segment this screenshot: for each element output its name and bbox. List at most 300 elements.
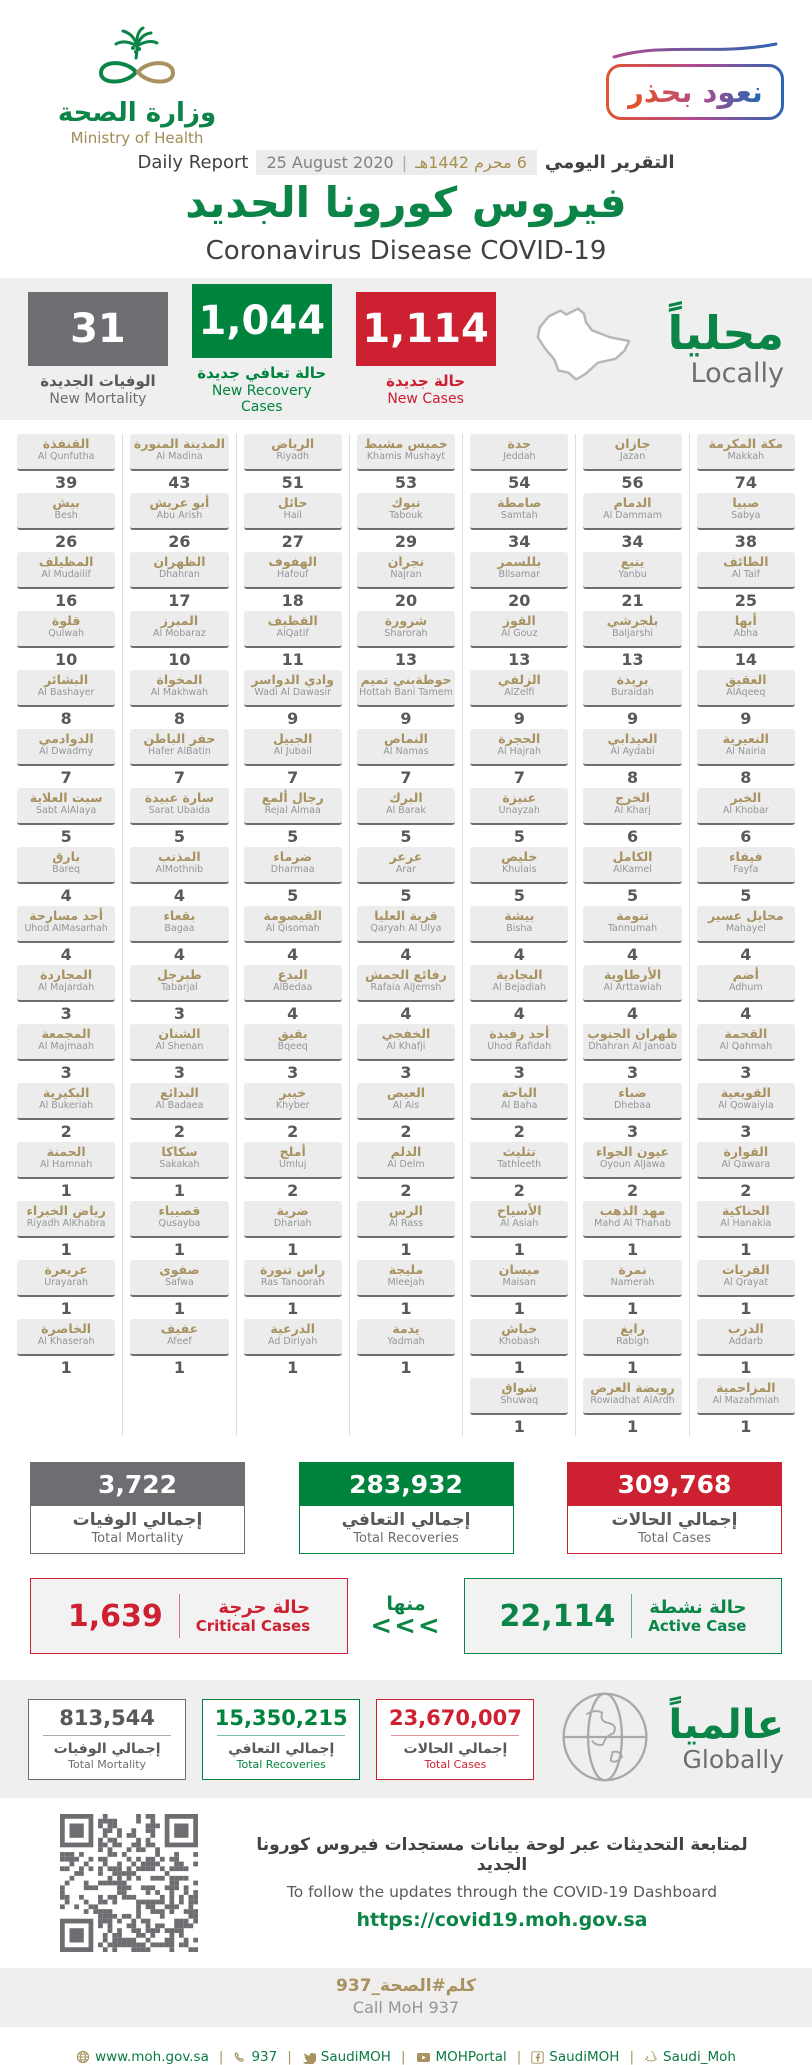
city-name-ar: رياض الخبراء xyxy=(26,1203,106,1218)
page-title-arabic: فيروس كورونا الجديد xyxy=(185,178,627,227)
region-cell xyxy=(17,1024,115,1083)
region-cell xyxy=(697,1319,795,1378)
city-name-en: Adhum xyxy=(728,982,763,994)
city-name-en: Al Hamnah xyxy=(40,1159,93,1171)
snapchat-icon xyxy=(644,2050,658,2064)
moh-logo xyxy=(52,26,222,147)
region-cell xyxy=(130,1260,228,1319)
region-cell xyxy=(697,1142,795,1201)
region-cell xyxy=(583,670,681,729)
region-column xyxy=(10,434,122,1436)
region-cell xyxy=(697,906,795,965)
city-name-en: Qusayba xyxy=(158,1218,201,1230)
region-cell xyxy=(470,1260,568,1319)
city-name-en: Baljarshi xyxy=(612,628,654,640)
footer-link-mohportal[interactable] xyxy=(416,2049,507,2065)
region-column xyxy=(349,434,462,1436)
city-name-en: Shuwaq xyxy=(500,1395,539,1407)
city-name-en: Al Bukeriah xyxy=(39,1100,94,1112)
city-count: 2 xyxy=(740,1181,752,1200)
city-count: 2 xyxy=(400,1181,412,1200)
city-name-en: Safwa xyxy=(165,1277,194,1289)
saudi-map-icon xyxy=(526,295,644,403)
city-name-ar: رفائع الجمش xyxy=(365,967,447,982)
city-name-ar: ظهران الجنوب xyxy=(587,1026,678,1041)
city-count: 5 xyxy=(740,886,752,905)
city-name-ar: بريدة xyxy=(616,672,649,687)
city-name-ar: صامطة xyxy=(497,495,542,510)
region-cell xyxy=(357,1024,455,1083)
city-count: 4 xyxy=(60,886,72,905)
region-cell xyxy=(470,493,568,552)
region-cell xyxy=(244,552,342,611)
city-name-en: AlAqeeq xyxy=(726,687,766,699)
region-cell xyxy=(244,1142,342,1201)
city-name-ar: الدرعية xyxy=(270,1321,316,1336)
region-column xyxy=(689,434,802,1436)
city-name-en: Al Madina xyxy=(156,451,203,463)
city-name-ar: فيفاء xyxy=(729,849,763,864)
city-name-en: Najran xyxy=(390,569,422,581)
city-name-en: Al Majardah xyxy=(38,982,95,994)
city-name-en: Yanbu xyxy=(618,569,647,581)
page-title-english: Coronavirus Disease COVID-19 xyxy=(205,236,607,266)
city-name-en: Abu Arish xyxy=(156,510,203,522)
badge-label: نعود بحذر xyxy=(627,75,763,109)
city-count: 4 xyxy=(626,1004,639,1023)
city-name-en: Al Gouz xyxy=(501,628,538,640)
region-cell xyxy=(244,1201,342,1260)
city-name-en: Makkah xyxy=(727,451,765,463)
city-count: 4 xyxy=(740,945,752,964)
region-cell xyxy=(470,1083,568,1142)
total-cases-value: 309,768 xyxy=(567,1462,782,1506)
city-count: 1 xyxy=(60,1299,72,1318)
city-name-en: Ras Tanoorah xyxy=(260,1277,325,1289)
city-count: 4 xyxy=(513,1004,525,1023)
city-count: 1 xyxy=(173,1240,185,1259)
city-name-en: Dharmaa xyxy=(270,864,315,876)
city-name-ar: تنومة xyxy=(616,908,650,923)
city-count: 1 xyxy=(287,1240,299,1259)
city-name-en: Umluj xyxy=(278,1159,307,1171)
region-cell xyxy=(357,729,455,788)
region-cell xyxy=(583,493,681,552)
city-name-en: Dhahran xyxy=(158,569,200,581)
region-cell xyxy=(244,729,342,788)
region-cell xyxy=(470,611,568,670)
city-count: 38 xyxy=(734,532,757,551)
city-count: 2 xyxy=(287,1122,299,1141)
city-count: 56 xyxy=(621,473,644,492)
footer-link-www-moh-gov-sa[interactable] xyxy=(76,2049,209,2065)
region-cell xyxy=(17,670,115,729)
city-name-ar: مكة المكرمة xyxy=(708,436,784,451)
region-cell xyxy=(470,965,568,1024)
city-name-en: Al Badaea xyxy=(155,1100,204,1112)
region-cell xyxy=(244,788,342,847)
report-date: 25 August 2020 | 6 محرم 1442هـ xyxy=(256,150,536,175)
city-name-ar: الأسياح xyxy=(496,1203,542,1218)
total-cases: 309,768 إجمالي الحالات Total Cases xyxy=(567,1462,782,1554)
city-count: 9 xyxy=(740,709,752,728)
region-column xyxy=(122,434,235,1436)
footer-link-saudimoh[interactable] xyxy=(302,2049,391,2065)
city-name-en: Tabouk xyxy=(389,510,423,522)
city-name-en: Sharorah xyxy=(384,628,428,640)
city-count: 4 xyxy=(400,945,412,964)
city-name-en: Al Delm xyxy=(387,1159,425,1171)
globally-title: عالمياً Globally xyxy=(668,1701,784,1774)
city-name-ar: المظيلف xyxy=(38,554,94,569)
region-cell xyxy=(17,1142,115,1201)
new-mortality-value: 31 xyxy=(28,292,168,366)
region-cell xyxy=(583,1024,681,1083)
city-name-en: Bqeeq xyxy=(277,1041,308,1053)
city-name-ar: سكاكا xyxy=(161,1144,198,1159)
region-column xyxy=(575,434,688,1436)
city-name-en: Al Shenan xyxy=(155,1041,204,1053)
city-name-ar: الكامل xyxy=(612,849,653,864)
city-count: 13 xyxy=(508,650,531,669)
city-count: 3 xyxy=(626,1063,639,1082)
city-name-en: Buraidah xyxy=(611,687,654,699)
city-count: 17 xyxy=(168,591,191,610)
city-count: 4 xyxy=(287,1004,299,1023)
city-count: 26 xyxy=(168,532,191,551)
city-count: 13 xyxy=(621,650,644,669)
region-cell xyxy=(697,1201,795,1260)
city-name-en: Ad Diriyah xyxy=(268,1336,318,1348)
city-name-en: Afeef xyxy=(167,1336,192,1348)
city-name-ar: الباحة xyxy=(501,1085,537,1100)
city-name-en: Tabarjal xyxy=(160,982,198,994)
region-cell xyxy=(470,670,568,729)
city-count: 1 xyxy=(626,1358,639,1377)
city-count: 3 xyxy=(60,1004,72,1023)
global-total-cases: 23,670,007 إجمالي الحالات Total Cases xyxy=(376,1699,534,1780)
region-cell xyxy=(583,1083,681,1142)
region-cell xyxy=(470,552,568,611)
city-count: 5 xyxy=(513,827,525,846)
city-name-ar: صبيا xyxy=(732,495,760,510)
dashboard-text-ar: لمتابعة التحديثات عبر لوحة بيانات مستجدات فيروس كورونا الجديد xyxy=(256,1835,748,1875)
region-cell xyxy=(583,729,681,788)
city-name-en: Dhebaa xyxy=(614,1100,651,1112)
city-name-en: Al Qowaiyia xyxy=(717,1100,774,1112)
footer-link-label: 937 xyxy=(251,2049,278,2065)
city-name-en: Bareq xyxy=(52,864,81,876)
city-name-en: AlKamel xyxy=(613,864,652,876)
region-cell xyxy=(697,1378,795,1437)
city-count: 7 xyxy=(513,768,525,787)
region-cell xyxy=(583,1319,681,1378)
city-count: 21 xyxy=(621,591,644,610)
city-name-ar: القحمة xyxy=(724,1026,768,1041)
region-cell xyxy=(357,847,455,906)
city-count: 4 xyxy=(740,1004,752,1023)
city-name-ar: جازان xyxy=(614,436,651,451)
city-count: 5 xyxy=(287,827,299,846)
city-count: 14 xyxy=(734,650,757,669)
city-name-en: Al Majmaah xyxy=(38,1041,94,1053)
city-count: 16 xyxy=(55,591,78,610)
city-name-en: Al Bejadiah xyxy=(492,982,547,994)
city-name-en: Khulais xyxy=(502,864,537,876)
city-name-ar: الدمام xyxy=(613,495,652,510)
city-name-ar: الخاصرة xyxy=(41,1321,92,1336)
region-cell xyxy=(357,1201,455,1260)
footer-separator: | xyxy=(516,2049,522,2065)
city-name-en: Maisan xyxy=(502,1277,536,1289)
city-name-ar: النماص xyxy=(383,731,428,746)
city-name-ar: القويعية xyxy=(720,1085,771,1100)
region-cell xyxy=(470,788,568,847)
city-name-en: Samtah xyxy=(500,510,538,522)
city-name-en: Hail xyxy=(283,510,302,522)
city-name-ar: الجبيل xyxy=(273,731,313,746)
city-name-en: Tathleeth xyxy=(497,1159,542,1171)
city-name-ar: بقيق xyxy=(277,1026,308,1041)
city-name-en: Mahd Al Thahab xyxy=(594,1218,671,1230)
city-name-en: Mahayel xyxy=(725,923,766,935)
daily-report-label-ar: التقرير اليومي xyxy=(544,152,675,173)
city-name-en: Rejal Almaa xyxy=(264,805,321,817)
city-name-ar: العقيق xyxy=(725,672,767,687)
city-name-en: Rowiadhat AlArdh xyxy=(590,1395,675,1407)
region-cell xyxy=(357,611,455,670)
footer-links xyxy=(0,2027,812,2065)
region-cell xyxy=(130,670,228,729)
youtube-icon xyxy=(416,2051,431,2064)
new-mortality-stat: 31 الوفيات الجديدة New Mortality xyxy=(28,292,168,407)
city-count: 1 xyxy=(740,1417,752,1436)
region-cell xyxy=(130,847,228,906)
city-name-en: Al Hajrah xyxy=(497,746,542,758)
city-name-ar: عنيزة xyxy=(502,790,537,805)
city-name-en: Oyoun AlJawa xyxy=(599,1159,666,1171)
city-name-en: Al Ais xyxy=(392,1100,420,1112)
footer-link-saudimoh[interactable] xyxy=(531,2049,619,2065)
city-name-en: Hafouf xyxy=(276,569,309,581)
region-cell xyxy=(697,847,795,906)
region-cell xyxy=(17,1260,115,1319)
city-name-en: Dhariah xyxy=(273,1218,312,1230)
region-cell xyxy=(357,670,455,729)
new-cases-stat: 1,114 حالة جديدة New Cases xyxy=(356,292,496,407)
city-count: 11 xyxy=(281,650,304,669)
city-name-ar: الدلم xyxy=(390,1144,422,1159)
city-name-ar: عرعر xyxy=(389,849,423,864)
city-count: 3 xyxy=(513,1063,525,1082)
region-cell xyxy=(130,729,228,788)
city-name-ar: وادي الدواسر xyxy=(251,672,334,687)
region-cell xyxy=(583,552,681,611)
city-count: 1 xyxy=(626,1417,639,1436)
city-name-en: Al Barak xyxy=(386,805,426,817)
city-name-en: Al Mudailif xyxy=(41,569,91,581)
city-name-ar: الأرطاوية xyxy=(603,967,662,982)
city-count: 20 xyxy=(508,591,531,610)
city-count: 43 xyxy=(168,473,191,492)
critical-active-band xyxy=(0,1554,812,1654)
footer-link-saudi-moh[interactable] xyxy=(644,2049,736,2065)
globe-icon xyxy=(558,1690,652,1788)
city-name-ar: بيشة xyxy=(504,908,535,923)
new-recoveries-stat: 1,044 حالة تعافي جديدة New Recovery Cases xyxy=(192,284,332,415)
city-name-ar: خميس مشيط xyxy=(364,436,448,451)
city-name-en: Addarb xyxy=(728,1336,763,1348)
city-name-ar: مليجة xyxy=(388,1262,424,1277)
dashboard-url-link[interactable]: https://covid19.moh.gov.sa xyxy=(356,1909,648,1931)
city-name-ar: ميسان xyxy=(498,1262,540,1277)
footer-link-label: Saudi_Moh xyxy=(663,2049,736,2065)
footer-separator: | xyxy=(629,2049,634,2065)
city-name-ar: راس تنورة xyxy=(260,1262,326,1277)
region-cell xyxy=(130,1083,228,1142)
footer-separator: | xyxy=(218,2049,224,2065)
region-cell xyxy=(17,493,115,552)
region-cell xyxy=(697,1083,795,1142)
region-column xyxy=(236,434,349,1436)
report-date-line xyxy=(0,150,812,175)
region-cell xyxy=(244,965,342,1024)
city-count: 4 xyxy=(173,945,185,964)
active-cases-value: 22,114 xyxy=(499,1598,616,1634)
region-cell xyxy=(583,1260,681,1319)
region-cell xyxy=(130,1142,228,1201)
city-count: 2 xyxy=(626,1181,639,1200)
city-count: 5 xyxy=(400,827,412,846)
city-name-en: Al Nairia xyxy=(725,746,766,758)
city-name-ar: تثليث xyxy=(502,1144,536,1159)
region-cell xyxy=(583,1378,681,1437)
city-name-en: Hottah Bani Tamem xyxy=(359,687,453,699)
city-name-en: Besh xyxy=(54,510,78,522)
city-name-en: Al Arttawiah xyxy=(603,982,662,994)
city-name-en: Al Mazahmiah xyxy=(712,1395,780,1407)
city-name-ar: أبها xyxy=(734,613,757,628)
city-count: 2 xyxy=(173,1122,185,1141)
city-count: 4 xyxy=(173,886,185,905)
city-count: 1 xyxy=(400,1358,412,1377)
region-cell xyxy=(130,434,228,493)
city-name-en: Jeddah xyxy=(502,451,536,463)
city-count: 3 xyxy=(400,1063,412,1082)
city-name-en: Hafer AlBatin xyxy=(147,746,211,758)
city-name-ar: قلوة xyxy=(51,613,81,628)
city-count: 1 xyxy=(287,1358,299,1377)
daily-report-label-en: Daily Report xyxy=(137,152,249,173)
region-cell xyxy=(244,611,342,670)
city-name-en: Khyber xyxy=(275,1100,310,1112)
region-column xyxy=(462,434,575,1436)
call-moh-en: Call MoH 937 xyxy=(352,1998,460,2017)
region-cell xyxy=(583,434,681,493)
city-name-ar: القوارة xyxy=(723,1144,769,1159)
city-count: 9 xyxy=(287,709,299,728)
city-count: 1 xyxy=(287,1299,299,1318)
city-count: 1 xyxy=(740,1358,752,1377)
city-name-en: Al Mobaraz xyxy=(153,628,206,640)
city-name-ar: قرية العليا xyxy=(374,908,438,923)
city-name-en: Arar xyxy=(395,864,417,876)
city-name-en: Sakakah xyxy=(159,1159,200,1171)
city-count: 2 xyxy=(513,1181,525,1200)
city-count: 3 xyxy=(173,1004,185,1023)
city-count: 9 xyxy=(400,709,412,728)
city-count: 1 xyxy=(740,1240,752,1259)
city-name-en: Rafaia AlJemsh xyxy=(370,982,442,994)
facebook-icon xyxy=(531,2051,544,2064)
total-recoveries-value: 283,932 xyxy=(299,1462,514,1506)
city-name-en: Al Asiah xyxy=(500,1218,539,1230)
city-count: 3 xyxy=(740,1063,752,1082)
global-total-recoveries: 15,350,215 إجمالي التعافي Total Recoveries xyxy=(202,1699,360,1780)
total-recoveries: 283,932 إجمالي التعافي Total Recoveries xyxy=(299,1462,514,1554)
city-name-ar: الهفوف xyxy=(268,554,317,569)
city-count: 54 xyxy=(508,473,531,492)
dashboard-section xyxy=(0,1798,812,1952)
region-cell xyxy=(244,493,342,552)
city-name-ar: بارق xyxy=(52,849,81,864)
city-name-ar: بيش xyxy=(52,495,80,510)
city-name-ar: أحد رفيدة xyxy=(489,1026,550,1041)
city-count: 1 xyxy=(513,1417,525,1436)
city-name-ar: القنفذة xyxy=(42,436,90,451)
dashboard-text-en: To follow the updates through the COVID-19 Dashboard xyxy=(286,1883,718,1901)
critical-cases-value: 1,639 xyxy=(67,1598,163,1634)
city-name-ar: صفوى xyxy=(159,1262,200,1277)
footer-link-label: SaudiMOH xyxy=(549,2049,620,2065)
critical-cases-box: 1,639 حالة حرجة Critical Cases xyxy=(30,1578,348,1654)
city-name-en: Al Namas xyxy=(383,746,429,758)
city-count: 25 xyxy=(734,591,757,610)
city-name-ar: أضم xyxy=(732,967,759,982)
city-name-en: Al Jubail xyxy=(273,746,312,758)
city-name-ar: ينبع xyxy=(620,554,645,569)
region-cell xyxy=(357,906,455,965)
city-count: 51 xyxy=(281,473,304,492)
active-cases-box: 22,114 حالة نشطة Active Case xyxy=(464,1578,782,1654)
city-count: 1 xyxy=(173,1181,185,1200)
city-name-en: Fayfa xyxy=(733,864,759,876)
city-name-en: Al Bashayer xyxy=(37,687,95,699)
city-name-ar: المدينة المنورة xyxy=(133,436,226,451)
city-name-ar: الحجرة xyxy=(498,731,541,746)
city-count: 26 xyxy=(55,532,78,551)
region-cell xyxy=(244,670,342,729)
footer-link-937[interactable] xyxy=(233,2049,277,2065)
city-count: 5 xyxy=(626,886,639,905)
city-name-en: Al Qawara xyxy=(721,1159,771,1171)
city-name-ar: رويضة العرض xyxy=(590,1380,675,1395)
region-cell xyxy=(697,434,795,493)
city-count: 5 xyxy=(287,886,299,905)
city-name-ar: القوز xyxy=(502,613,536,628)
city-count: 74 xyxy=(734,473,757,492)
city-count: 8 xyxy=(740,768,752,787)
city-name-ar: نجران xyxy=(387,554,425,569)
region-cell xyxy=(17,847,115,906)
city-count: 5 xyxy=(60,827,72,846)
region-cell xyxy=(17,434,115,493)
city-count: 3 xyxy=(173,1063,185,1082)
badge-swoosh-icon xyxy=(610,40,780,60)
city-count: 29 xyxy=(394,532,418,551)
call-moh-band xyxy=(0,1968,812,2027)
globally-band xyxy=(0,1680,812,1798)
